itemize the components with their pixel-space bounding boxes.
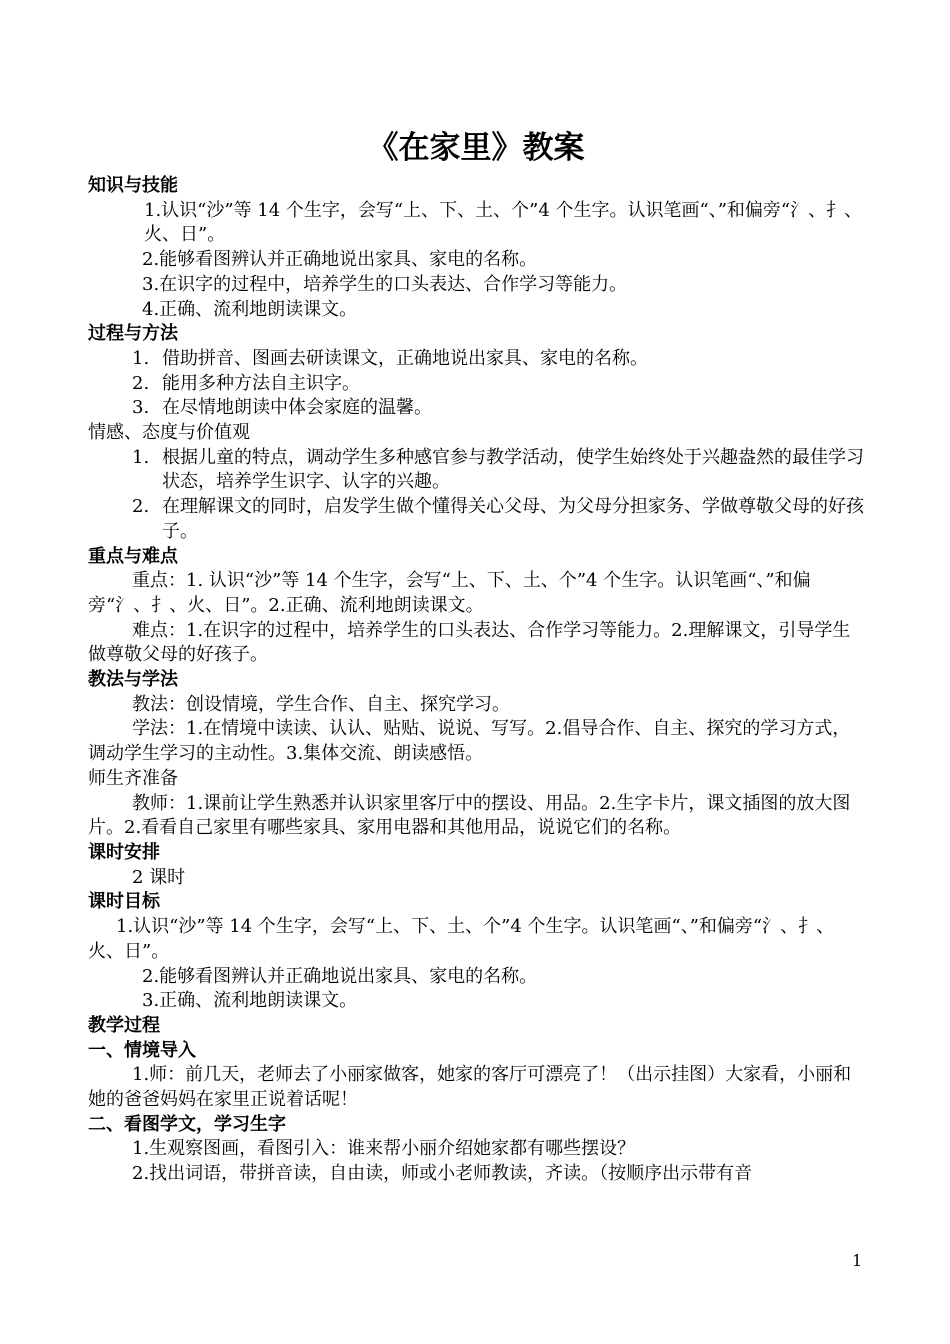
- subsection-heading-intro: 一、情境导入: [88, 1039, 196, 1061]
- page-number: 1: [852, 1251, 863, 1270]
- list-number: 2.: [132, 496, 150, 518]
- section-heading-emotion: 情感、态度与价值观: [88, 422, 250, 444]
- list-item: 2.能够看图辨认并正确地说出家具、家电的名称。: [142, 249, 538, 271]
- list-item: 3.在识字的过程中，培养学生的口头表达、合作学习等能力。: [142, 273, 628, 295]
- list-number: 3.: [132, 397, 150, 419]
- paragraph-learning-method: 学法：1.在情境中读读、认认、贴贴、说说、写写。2.倡导合作、自主、探究的学习方式，调动学生学习的主动性。3.集体交流、朗读感悟。: [88, 718, 851, 765]
- list-item: [88, 372, 864, 397]
- list-number: 1.: [132, 446, 150, 468]
- paragraph-teaching-method: 教法：创设情境，学生合作、自主、探究学习。: [132, 693, 510, 715]
- list-item: 4.正确、流利地朗读课文。: [142, 298, 358, 320]
- section-heading-schedule: 课时安排: [88, 841, 160, 863]
- list-item: [88, 495, 864, 544]
- section-heading-knowledge: 知识与技能: [88, 175, 178, 196]
- page-title: 《在家里》教案: [367, 130, 585, 166]
- list-item: 1.认识“沙”等 14 个生字，会写“上、下、土、个”4 个生字。认识笔画“、”和偏旁“氵、扌、火、日”。: [144, 199, 863, 246]
- list-number: 1.: [132, 347, 150, 369]
- paragraph-difficulty: 难点：1.在识字的过程中，培养学生的口头表达、合作学习等能力。2.理解课文，引导学生做尊敬父母的好孩子。: [88, 619, 851, 666]
- section-heading-teaching-process: 教学过程: [88, 1014, 160, 1036]
- list-item: 1.认识“沙”等 14 个生字，会写“上、下、土、个”4 个生字。认识笔画“、”和偏旁“氵、扌、火、日”。: [88, 916, 835, 962]
- paragraph-study: 1.生观察图画，看图引入：谁来帮小丽介绍她家都有哪些摆设？: [132, 1138, 636, 1160]
- paragraph-prep: 教师：1.课前让学生熟悉并认识家里客厅中的摆设、用品。2.生字卡片，课文插图的放大图片。2.看看自己家里有哪些家具、家用电器和其他用品，说说它们的名称。: [88, 792, 851, 839]
- list-item: 3.正确、流利地朗读课文。: [142, 990, 358, 1012]
- section-heading-goals: 课时目标: [88, 891, 160, 913]
- paragraph-schedule: 2 课时: [132, 866, 186, 888]
- list-item: [88, 347, 864, 372]
- list-number: 2.: [132, 372, 150, 394]
- paragraph-study: 2.找出词语，带拼音读，自由读，师或小老师教读，齐读。（按顺序出示带有音: [132, 1163, 753, 1185]
- list-item: 2.能够看图辨认并正确地说出家具、家电的名称。: [142, 965, 538, 987]
- list-item: [88, 396, 864, 421]
- list-item: [88, 446, 864, 495]
- section-heading-prep: 师生齐准备: [88, 767, 178, 789]
- list-text: 在理解课文的同时，启发学生做个懂得关心父母、为父母分担家务、学做尊敬父母的好孩子。: [162, 496, 864, 542]
- list-text: 借助拼音、图画去研读课文，正确地说出家具、家电的名称。: [162, 347, 648, 369]
- list-text: 在尽情地朗读中体会家庭的温馨。: [162, 397, 432, 419]
- paragraph-focus: 重点：1. 认识“沙”等 14 个生字，会写“上、下、土、个”4 个生字。认识笔画“、”和偏旁“氵、扌、火、日”。2.正确、流利地朗读课文。: [88, 570, 811, 616]
- section-heading-methods: 教法与学法: [88, 669, 178, 691]
- list-text: 根据儿童的特点，调动学生多种感官参与教学活动，使学生始终处于兴趣盎然的最佳学习状态，培养学生识字、认字的兴趣。: [162, 446, 864, 493]
- section-heading-process: 过程与方法: [88, 323, 178, 345]
- subsection-heading-study: 二、看图学文，学习生字: [88, 1113, 286, 1135]
- paragraph-intro: 1.师：前几天，老师去了小丽家做客，她家的客厅可漂亮了！（出示挂图）大家看，小丽和她的爸爸妈妈在家里正说着话呢！: [88, 1064, 852, 1111]
- section-heading-keypoints: 重点与难点: [88, 545, 178, 567]
- document-page: [88, 128, 864, 1187]
- list-text: 能用多种方法自主识字。: [162, 372, 360, 394]
